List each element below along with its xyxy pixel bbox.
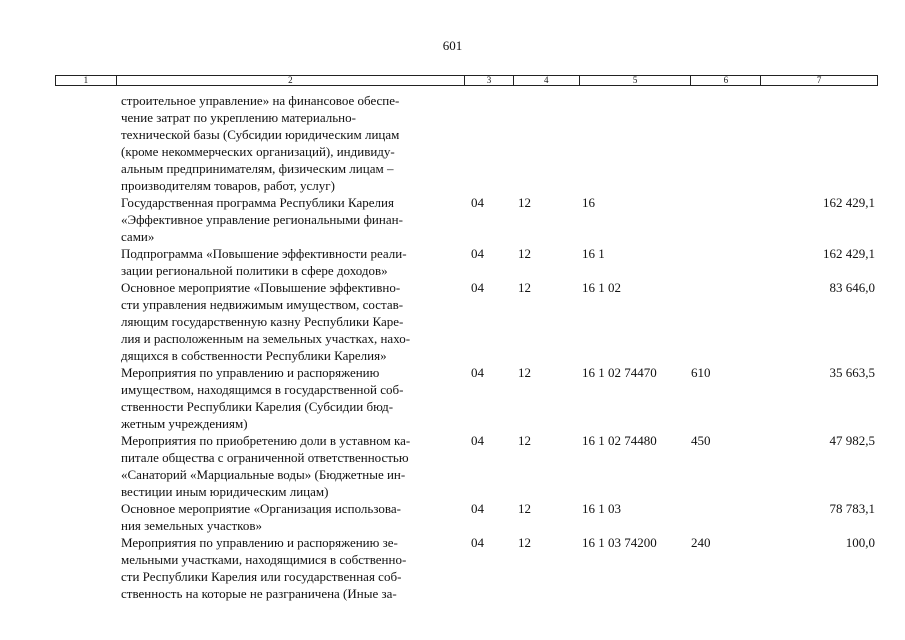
table-row: [0, 364, 905, 432]
amount-value: 100,0: [845, 535, 875, 550]
header-col-6: 6: [691, 76, 761, 85]
amount-value: 78 783,1: [829, 501, 875, 516]
description-line: «Эффективное управление региональными финан-: [121, 212, 403, 227]
description-line: ственности Республики Карелия (Субсидии бюд-: [121, 399, 394, 414]
description-line: Мероприятия по управлению и распоряжению: [121, 365, 380, 380]
target-article-code: 16 1 02: [582, 280, 621, 295]
table-row: [0, 92, 905, 194]
header-col-5: 5: [580, 76, 692, 85]
section-code: 04: [471, 535, 484, 550]
expense-type-code: 240: [691, 535, 711, 550]
description-line: «Санаторий «Марциальные воды» (Бюджетные ин-: [121, 467, 406, 482]
header-col-1: 1: [56, 76, 117, 85]
row-description: [121, 364, 456, 432]
amount-value: 47 982,5: [829, 433, 875, 448]
description-line: технической базы (Субсидии юридическим лицам: [121, 127, 400, 142]
amount-value: 162 429,1: [823, 195, 875, 210]
description-line: Основное мероприятие «Повышение эффективно-: [121, 280, 401, 295]
row-description: [121, 245, 456, 279]
section-code: 04: [471, 501, 484, 516]
header-col-4: 4: [514, 76, 580, 85]
description-line: ляющим государственную казну Республики Каре-: [121, 314, 404, 329]
table-row: [0, 245, 905, 279]
table-body: [0, 92, 905, 602]
table-row: [0, 500, 905, 534]
target-article-code: 16 1 03 74200: [582, 535, 657, 550]
row-description: [121, 534, 456, 602]
description-line: (кроме некоммерческих организаций), индивиду-: [121, 144, 395, 159]
subsection-code: 12: [518, 535, 531, 550]
page-number: 601: [442, 38, 463, 53]
description-line: лия и расположенным на земельных участках, нахо-: [121, 331, 411, 346]
description-line: альным предпринимателям, физическим лицам –: [121, 161, 394, 176]
description-line: Основное мероприятие «Организация использова-: [121, 501, 401, 516]
row-description: [121, 432, 456, 500]
description-line: производителям товаров, работ, услуг): [121, 178, 335, 193]
target-article-code: 16 1: [582, 246, 605, 261]
description-line: зации региональной политики в сфере доходов»: [121, 263, 388, 278]
subsection-code: 12: [518, 365, 531, 380]
amount-value: 162 429,1: [823, 246, 875, 261]
table-row: [0, 279, 905, 364]
subsection-code: 12: [518, 501, 531, 516]
section-code: 04: [471, 246, 484, 261]
amount-value: 35 663,5: [829, 365, 875, 380]
description-line: мельными участками, находящимися в собственно-: [121, 552, 407, 567]
row-description: [121, 194, 456, 245]
description-line: Государственная программа Республики Карелия: [121, 195, 394, 210]
table-row: [0, 432, 905, 500]
amount-value: 83 646,0: [829, 280, 875, 295]
section-code: 04: [471, 195, 484, 210]
description-line: имуществом, находящимся в государственной соб-: [121, 382, 404, 397]
table-row: [0, 534, 905, 602]
row-description: [121, 500, 456, 534]
subsection-code: 12: [518, 280, 531, 295]
table-row: [0, 194, 905, 245]
subsection-code: 12: [518, 195, 531, 210]
section-code: 04: [471, 365, 484, 380]
section-code: 04: [471, 433, 484, 448]
table-header-row: [55, 75, 878, 86]
section-code: 04: [471, 280, 484, 295]
subsection-code: 12: [518, 433, 531, 448]
target-article-code: 16 1 02 74480: [582, 433, 657, 448]
description-line: строительное управление» на финансовое обеспе-: [121, 93, 400, 108]
header-col-2: 2: [117, 76, 465, 85]
description-line: жетным учреждениям): [121, 416, 248, 431]
description-line: питале общества с ограниченной ответственностью: [121, 450, 409, 465]
expense-type-code: 610: [691, 365, 711, 380]
description-line: ственность на которые не разграничена (Иные за-: [121, 586, 397, 601]
description-line: вестиции иным юридическим лицам): [121, 484, 329, 499]
description-line: Мероприятия по управлению и распоряжению зе-: [121, 535, 398, 550]
description-line: Подпрограмма «Повышение эффективности реали-: [121, 246, 407, 261]
description-line: чение затрат по укреплению материально-: [121, 110, 356, 125]
subsection-code: 12: [518, 246, 531, 261]
description-line: Мероприятия по приобретению доли в уставном ка-: [121, 433, 411, 448]
expense-type-code: 450: [691, 433, 711, 448]
description-line: сти управления недвижимым имуществом, состав-: [121, 297, 404, 312]
header-col-3: 3: [465, 76, 514, 85]
description-line: сти Республики Карелия или государственная соб-: [121, 569, 402, 584]
header-col-7: 7: [816, 75, 822, 85]
target-article-code: 16 1 03: [582, 501, 621, 516]
description-line: сами»: [121, 229, 155, 244]
target-article-code: 16: [582, 195, 595, 210]
row-description: [121, 279, 456, 364]
description-line: ния земельных участков»: [121, 518, 262, 533]
target-article-code: 16 1 02 74470: [582, 365, 657, 380]
description-line: дящихся в собственности Республики Карелия»: [121, 348, 387, 363]
row-description: [121, 92, 456, 194]
